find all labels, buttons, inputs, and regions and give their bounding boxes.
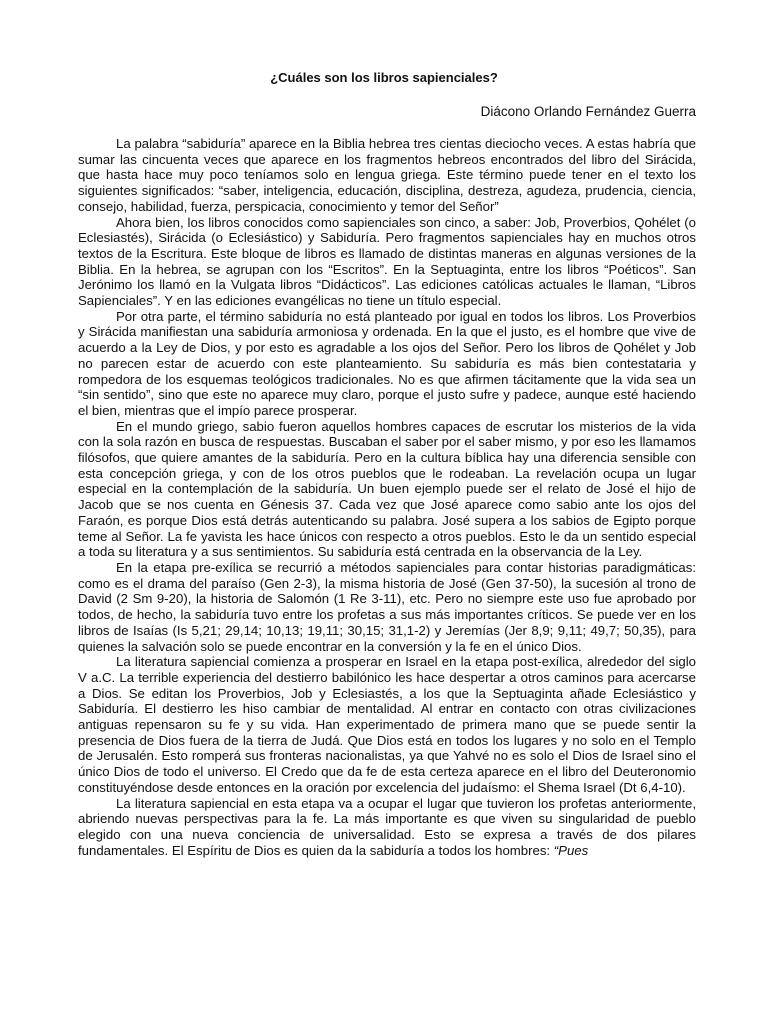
paragraph: Ahora bien, los libros conocidos como sapienciales son cinco, a saber: Job, Proverbios, Qohélet (o Eclesiastés), Sirácida (o Eclesiástico) y Sabiduría. Pero fragmentos sapienciales hay en muchos otros textos de la Escritura. Este bloque de libros es llamado de distintas maneras en algunas versiones de la Biblia. En la hebrea, se agrupan con los “Escritos”. En la Septuaginta, entre los libros “Poéticos”. San Jerónimo los llamó en la Vulgata libros “Didácticos”. Las ediciones católicas actuales le llaman, “Libros Sapienciales”. Y en las ediciones evangélicas no tiene un título especial. bbox=[78, 214, 696, 309]
paragraph-last bbox=[78, 796, 696, 859]
italic-quote-start: “Pues bbox=[553, 842, 589, 858]
paragraph: La literatura sapiencial comienza a prosperar en Israel en la etapa post-exílica, alrededor del siglo V a.C. La terrible experiencia del destierro babilónico les hace despertar a otros caminos para acercarse a Dios. Se editan los Proverbios, Job y Eclesiastés, a los que la Septuaginta añade Eclesiástico y Sabiduría. El destierro les hiso cambiar de mentalidad. Al entrar en contacto con otras civilizaciones antiguas repensaron su fe y su vida. Han experimentado de primera mano que se puede sentir la presencia de Dios fuera de la tierra de Judá. Que Dios está en todos los lugares y no solo en el Templo de Jerusalén. Esto romperá sus fronteras nacionalistas, ya que Yahvé no es solo el Dios de Israel sino el único Dios de todo el universo. El Credo que da fe de esta certeza aparece en el libro del Deuteronomio constituyéndose desde entonces en la oración por excelencia del judaísmo: el Shema Israel (Dt 6,4-10). bbox=[78, 654, 696, 795]
paragraph: En la etapa pre-exílica se recurrió a métodos sapienciales para contar historias paradigmáticas: como es el drama del paraíso (Gen 2-3), la misma historia de José (Gen 37-50), la sucesión al trono de David (2 Sm 9-20), la historia de Salomón (1 Re 3-11), etc. Pero no siempre este uso fue aprobado por todos, de hecho, la sabiduría tuvo entre los profetas a sus más importantes críticos. Se puede ver en los libros de Isaías (Is 5,21; 29,14; 10,13; 19,11; 30,15; 31,1-2) y Jeremías (Jer 8,9; 9,11; 49,7; 50,35), para quienes la salvación solo se puede encontrar en la conversión y la fe en el único Dios. bbox=[78, 559, 696, 654]
page-title: ¿Cuáles son los libros sapienciales? bbox=[270, 70, 498, 85]
paragraph: En el mundo griego, sabio fueron aquellos hombres capaces de escrutar los misterios de la vida con la sola razón en busca de respuestas. Buscaban el saber por el saber mismo, y por eso les llamamos filósofos, que quiere amantes de la sabiduría. Pero en la cultura bíblica hay una diferencia sensible con esta concepción griega, y con de los otros pueblos que le rodeaban. La revelación ocupa un lugar especial en la contemplación de la sabiduría. Un buen ejemplo puede ser el relato de José el hijo de Jacob que se nos cuenta en Génesis 37. Cada vez que José aparece como sabio ante los ojos del Faraón, es porque Dios está detrás autenticando su palabra. José supera a los sabios de Egipto porque teme al Señor. La fe yavista les hace únicos con respecto a otros pueblos. Esto le da un sentido especial a toda su literatura y a sus sentimientos. Su sabiduría está centrada en la observancia de la Ley. bbox=[78, 418, 696, 560]
author-line: Diácono Orlando Fernández Guerra bbox=[480, 104, 696, 119]
article-body bbox=[78, 136, 696, 858]
paragraph: Por otra parte, el término sabiduría no está planteado por igual en todos los libros. Los Proverbios y Sirácida manifiestan una sabiduría armoniosa y ordenada. En la que el justo, es el hombre que vive de acuerdo a la Ley de Dios, y por esto es agradable a los ojos del Señor. Pero los libros de Qohélet y Job no parecen estar de acuerdo con este planteamiento. Su sabiduría es más bien contestataria y rompedora de los esquemas teológicos tradicionales. No es que afirmen tácitamente que la vida sea un “sin sentido”, sino que este no aparece muy claro, porque el justo sufre y padece, aunque esté haciendo el bien, mientras que el impío parece prosperar. bbox=[78, 308, 696, 418]
paragraph: La palabra “sabiduría” aparece en la Biblia hebrea tres cientas dieciocho veces. A estas habría que sumar las cincuenta veces que aparece en los fragmentos hebreos encontrados del libro del Sirácida, que hasta hace muy poco teníamos solo en lengua griega. Este término puede tener en el texto los siguientes significados: “saber, inteligencia, educación, disciplina, destreza, agudeza, prudencia, ciencia, consejo, habilidad, fuerza, perspicacia, conocimiento y temor del Señor” bbox=[78, 136, 696, 214]
paragraph-text: La literatura sapiencial en esta etapa va a ocupar el lugar que tuvieron los profetas anteriormente, abriendo nuevas perspectivas para la fe. La más importante es que viven su singularidad de pueblo elegido con una nueva conciencia de universalidad. Esto se expresa a través de dos pilares fundamentales. El Espíritu de Dios es quien da la sabiduría a todos los hombres: bbox=[78, 795, 696, 858]
